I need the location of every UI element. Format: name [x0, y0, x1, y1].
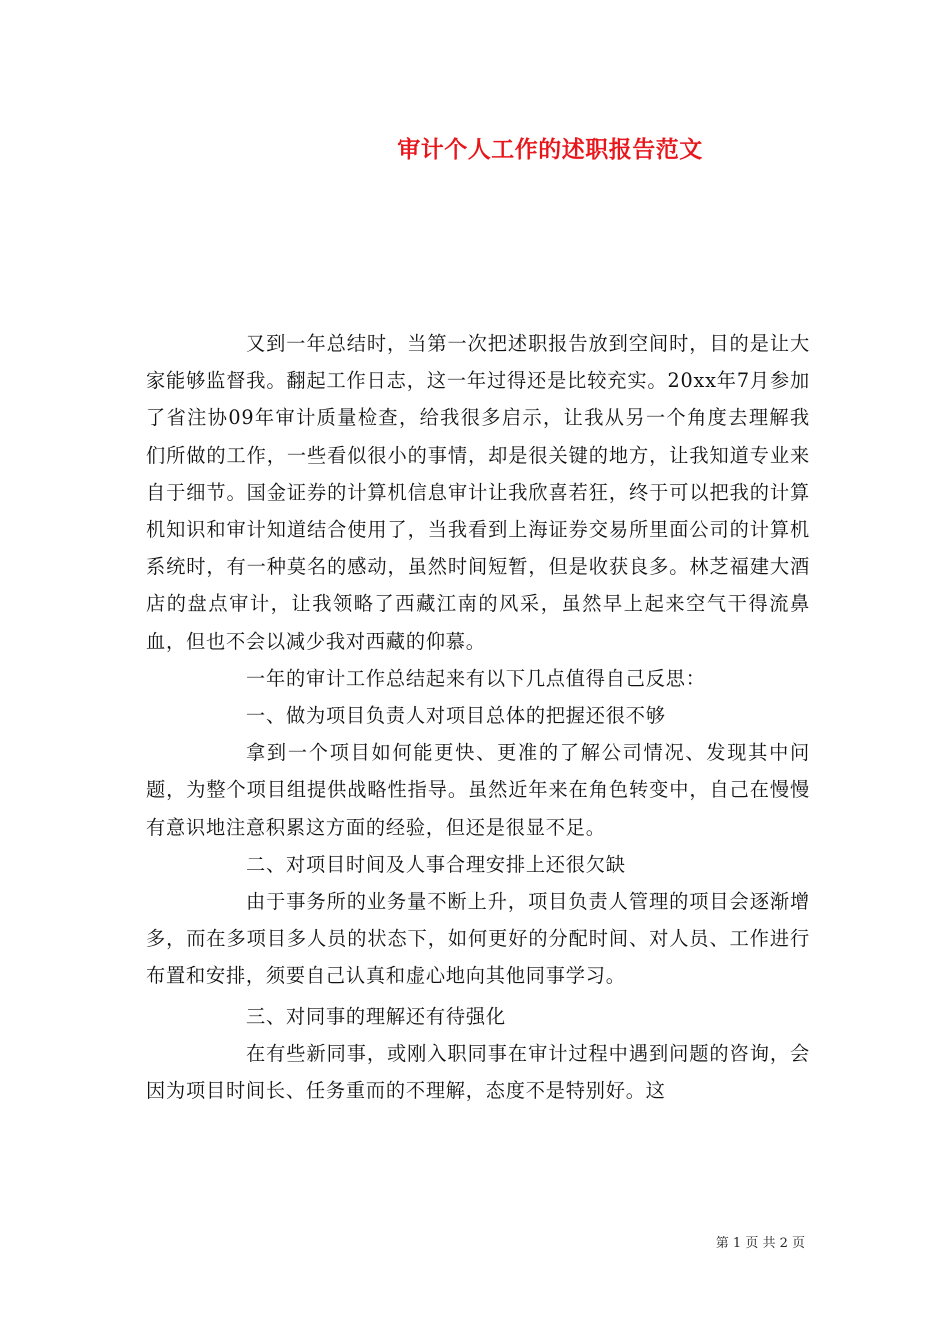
heading-point-three: 三、对同事的理解还有待强化 — [246, 1004, 506, 1028]
paragraph-summary-lead: 一年的审计工作总结起来有以下几点值得自己反思： — [246, 666, 706, 690]
heading-point-one: 一、做为项目负责人对项目总体的把握还很不够 — [246, 704, 666, 728]
document-body — [146, 325, 810, 1109]
page-number-footer: 第 1 页 共 2 页 — [715, 1236, 805, 1251]
heading-point-two: 二、对项目时间及人事合理安排上还很欠缺 — [246, 852, 626, 876]
document-title: 审计个人工作的述职报告范文 — [397, 136, 703, 163]
paragraph-intro: 又到一年总结时，当第一次把述职报告放到空间时，目的是让大家能够监督我。翻起工作日志，这一年过得还是比较充实。20xx年7月参加了省注协09年审计质量检查，给我很多启示，让我从另一个角度去理解我们所做的工作，一些看似很小的事情，却是很关键的地方，让我知道专业来自于细节。国金证券的计算机信息审计让我欣喜若狂，终于可以把我的计算机知识和审计知道结合使用了，当我看到上海证券交易所里面公司的计算机系统时，有一种莫名的感动，虽然时间短暂，但是收获良多。林芝福建大酒店的盘点审计，让我领略了西藏江南的风采，虽然早上起来空气干得流鼻血，但也不会以减少我对西藏的仰慕。 — [146, 332, 810, 653]
paragraph-point-three: 在有些新同事，或刚入职同事在审计过程中遇到问题的咨询，会因为项目时间长、任务重而的不理解，态度不是特别好。这 — [146, 1041, 810, 1103]
paragraph-point-one: 拿到一个项目如何能更快、更准的了解公司情况、发现其中问题，为整个项目组提供战略性指导。虽然近年来在角色转变中，自己在慢慢有意识地注意积累这方面的经验，但还是很显不足。 — [146, 741, 810, 839]
paragraph-point-two: 由于事务所的业务量不断上升，项目负责人管理的项目会逐渐增多，而在多项目多人员的状态下，如何更好的分配时间、对人员、工作进行布置和安排，须要自己认真和虚心地向其他同事学习。 — [146, 890, 810, 988]
